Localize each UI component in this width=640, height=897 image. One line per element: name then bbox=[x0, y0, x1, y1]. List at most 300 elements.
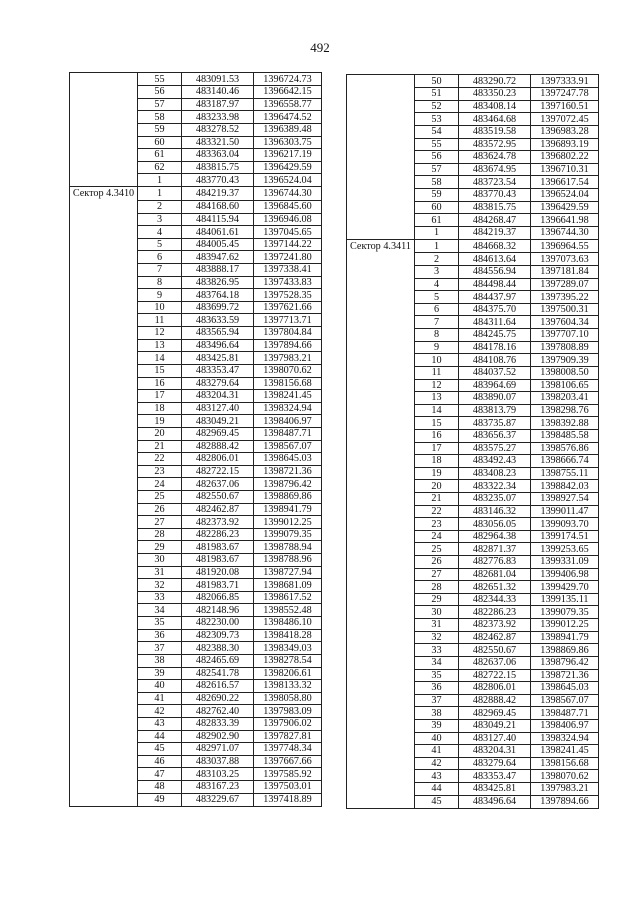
table-row bbox=[70, 415, 322, 428]
sector-cell bbox=[70, 667, 138, 680]
y-coordinate-cell: 1396524.04 bbox=[531, 188, 599, 201]
point-number-cell: 3 bbox=[138, 213, 182, 226]
x-coordinate-cell: 483815.75 bbox=[459, 201, 531, 214]
y-coordinate-cell: 1396389.48 bbox=[254, 123, 322, 136]
point-number-cell: 16 bbox=[138, 377, 182, 390]
y-coordinate-cell: 1397604.34 bbox=[531, 316, 599, 329]
point-number-cell: 59 bbox=[138, 123, 182, 136]
table-row bbox=[347, 151, 599, 164]
x-coordinate-cell: 484168.60 bbox=[182, 200, 254, 213]
x-coordinate-cell: 483279.64 bbox=[459, 757, 531, 770]
sector-cell bbox=[347, 379, 415, 392]
x-coordinate-cell: 483127.40 bbox=[459, 732, 531, 745]
table-row bbox=[347, 518, 599, 531]
point-number-cell: 10 bbox=[138, 301, 182, 314]
x-coordinate-cell: 481920.08 bbox=[182, 566, 254, 579]
point-number-cell: 1 bbox=[138, 174, 182, 187]
y-coordinate-cell: 1397707.10 bbox=[531, 329, 599, 342]
y-coordinate-cell: 1398070.62 bbox=[531, 770, 599, 783]
y-coordinate-cell: 1398645.03 bbox=[531, 682, 599, 695]
y-coordinate-cell: 1397621.66 bbox=[254, 301, 322, 314]
y-coordinate-cell: 1399135.11 bbox=[531, 593, 599, 606]
sector-cell bbox=[70, 478, 138, 491]
x-coordinate-cell: 483496.64 bbox=[182, 339, 254, 352]
y-coordinate-cell: 1398576.86 bbox=[531, 442, 599, 455]
x-coordinate-cell: 483353.47 bbox=[459, 770, 531, 783]
y-coordinate-cell: 1396724.73 bbox=[254, 73, 322, 86]
x-coordinate-cell: 483656.37 bbox=[459, 429, 531, 442]
point-number-cell: 30 bbox=[415, 606, 459, 619]
y-coordinate-cell: 1397289.07 bbox=[531, 278, 599, 291]
y-coordinate-cell: 1398298.76 bbox=[531, 404, 599, 417]
x-coordinate-cell: 482833.39 bbox=[182, 717, 254, 730]
point-number-cell: 35 bbox=[138, 617, 182, 630]
point-number-cell: 46 bbox=[138, 755, 182, 768]
table-row bbox=[347, 239, 599, 253]
point-number-cell: 58 bbox=[138, 111, 182, 124]
sector-cell bbox=[347, 694, 415, 707]
table-row bbox=[347, 125, 599, 138]
x-coordinate-cell: 482286.23 bbox=[459, 606, 531, 619]
table-row bbox=[347, 619, 599, 632]
x-coordinate-cell: 482550.67 bbox=[459, 644, 531, 657]
y-coordinate-cell: 1397503.01 bbox=[254, 781, 322, 794]
x-coordinate-cell: 483674.95 bbox=[459, 163, 531, 176]
x-coordinate-cell: 483890.07 bbox=[459, 392, 531, 405]
point-number-cell: 38 bbox=[415, 707, 459, 720]
point-number-cell: 31 bbox=[415, 619, 459, 632]
y-coordinate-cell: 1396641.98 bbox=[531, 214, 599, 227]
table-row bbox=[70, 579, 322, 592]
y-coordinate-cell: 1397894.66 bbox=[254, 339, 322, 352]
sector-cell bbox=[347, 100, 415, 113]
table-row bbox=[347, 291, 599, 304]
table-row bbox=[347, 783, 599, 796]
y-coordinate-cell: 1398567.07 bbox=[254, 440, 322, 453]
x-coordinate-cell: 482651.32 bbox=[459, 581, 531, 594]
y-coordinate-cell: 1396642.15 bbox=[254, 86, 322, 99]
sector-cell bbox=[347, 581, 415, 594]
table-row bbox=[347, 581, 599, 594]
point-number-cell: 41 bbox=[138, 692, 182, 705]
y-coordinate-cell: 1396429.59 bbox=[531, 201, 599, 214]
sector-cell bbox=[347, 732, 415, 745]
sector-cell bbox=[70, 238, 138, 251]
y-coordinate-cell: 1398721.36 bbox=[531, 669, 599, 682]
y-coordinate-cell: 1397045.65 bbox=[254, 226, 322, 239]
point-number-cell: 23 bbox=[415, 518, 459, 531]
sector-cell bbox=[70, 352, 138, 365]
y-coordinate-cell: 1396217.19 bbox=[254, 149, 322, 162]
table-row bbox=[347, 606, 599, 619]
sector-cell bbox=[347, 278, 415, 291]
x-coordinate-cell: 482148.96 bbox=[182, 604, 254, 617]
x-coordinate-cell: 483235.07 bbox=[459, 493, 531, 506]
table-row bbox=[347, 455, 599, 468]
y-coordinate-cell: 1397713.71 bbox=[254, 314, 322, 327]
point-number-cell: 37 bbox=[138, 642, 182, 655]
table-row bbox=[347, 493, 599, 506]
sector-cell bbox=[347, 669, 415, 682]
sector-cell bbox=[70, 377, 138, 390]
table-row bbox=[70, 238, 322, 251]
table-row bbox=[70, 226, 322, 239]
sector-cell bbox=[347, 770, 415, 783]
y-coordinate-cell: 1398796.42 bbox=[254, 478, 322, 491]
coordinates-table-right bbox=[346, 74, 599, 809]
point-number-cell: 27 bbox=[415, 568, 459, 581]
x-coordinate-cell: 483091.53 bbox=[182, 73, 254, 86]
sector-cell bbox=[347, 366, 415, 379]
sector-cell bbox=[70, 339, 138, 352]
y-coordinate-cell: 1399011.47 bbox=[531, 505, 599, 518]
x-coordinate-cell: 483140.46 bbox=[182, 86, 254, 99]
x-coordinate-cell: 483363.04 bbox=[182, 149, 254, 162]
point-number-cell: 20 bbox=[415, 480, 459, 493]
x-coordinate-cell: 484219.37 bbox=[182, 187, 254, 201]
point-number-cell: 9 bbox=[138, 289, 182, 302]
y-coordinate-cell: 1397247.78 bbox=[531, 88, 599, 101]
sector-cell bbox=[70, 440, 138, 453]
sector-cell bbox=[70, 755, 138, 768]
point-number-cell: 26 bbox=[415, 556, 459, 569]
y-coordinate-cell: 1399093.70 bbox=[531, 518, 599, 531]
point-number-cell: 15 bbox=[138, 364, 182, 377]
sector-cell bbox=[70, 86, 138, 99]
point-number-cell: 40 bbox=[138, 680, 182, 693]
x-coordinate-cell: 483464.68 bbox=[459, 113, 531, 126]
point-number-cell: 44 bbox=[415, 783, 459, 796]
sector-cell bbox=[347, 176, 415, 189]
table-row bbox=[70, 213, 322, 226]
y-coordinate-cell: 1398058.80 bbox=[254, 692, 322, 705]
sector-cell bbox=[70, 200, 138, 213]
y-coordinate-cell: 1398567.07 bbox=[531, 694, 599, 707]
point-number-cell: 59 bbox=[415, 188, 459, 201]
table-row bbox=[347, 467, 599, 480]
sector-cell bbox=[347, 442, 415, 455]
x-coordinate-cell: 484037.52 bbox=[459, 366, 531, 379]
x-coordinate-cell: 482541.78 bbox=[182, 667, 254, 680]
point-number-cell: 57 bbox=[415, 163, 459, 176]
y-coordinate-cell: 1398869.86 bbox=[254, 491, 322, 504]
x-coordinate-cell: 483290.72 bbox=[459, 75, 531, 88]
sector-cell bbox=[70, 415, 138, 428]
y-coordinate-cell: 1398645.03 bbox=[254, 453, 322, 466]
table-row bbox=[70, 680, 322, 693]
table-row bbox=[70, 73, 322, 86]
y-coordinate-cell: 1399253.65 bbox=[531, 543, 599, 556]
sector-cell bbox=[70, 591, 138, 604]
y-coordinate-cell: 1396946.08 bbox=[254, 213, 322, 226]
sector-cell bbox=[70, 541, 138, 554]
x-coordinate-cell: 484613.64 bbox=[459, 253, 531, 266]
y-coordinate-cell: 1396429.59 bbox=[254, 161, 322, 174]
point-number-cell: 1 bbox=[415, 239, 459, 253]
table-row bbox=[347, 404, 599, 417]
y-coordinate-cell: 1396845.60 bbox=[254, 200, 322, 213]
x-coordinate-cell: 483723.54 bbox=[459, 176, 531, 189]
table-row bbox=[347, 745, 599, 758]
point-number-cell: 55 bbox=[138, 73, 182, 86]
y-coordinate-cell: 1398392.88 bbox=[531, 417, 599, 430]
sector-cell bbox=[347, 214, 415, 227]
sector-cell bbox=[347, 266, 415, 279]
table-row bbox=[70, 427, 322, 440]
table-row bbox=[70, 642, 322, 655]
sector-cell bbox=[70, 213, 138, 226]
y-coordinate-cell: 1398324.94 bbox=[531, 732, 599, 745]
x-coordinate-cell: 483565.94 bbox=[182, 327, 254, 340]
table-row bbox=[347, 100, 599, 113]
y-coordinate-cell: 1399406.98 bbox=[531, 568, 599, 581]
sector-cell bbox=[70, 276, 138, 289]
x-coordinate-cell: 484061.61 bbox=[182, 226, 254, 239]
table-row bbox=[347, 593, 599, 606]
y-coordinate-cell: 1397072.45 bbox=[531, 113, 599, 126]
table-row bbox=[347, 429, 599, 442]
sector-cell bbox=[347, 341, 415, 354]
sector-cell bbox=[70, 427, 138, 440]
sector-cell bbox=[347, 795, 415, 808]
sector-label: Сектор 4.3411 bbox=[347, 239, 415, 253]
table-row bbox=[70, 402, 322, 415]
sector-cell bbox=[347, 467, 415, 480]
y-coordinate-cell: 1397500.31 bbox=[531, 303, 599, 316]
table-row bbox=[347, 354, 599, 367]
y-coordinate-cell: 1398418.28 bbox=[254, 629, 322, 642]
point-number-cell: 33 bbox=[415, 644, 459, 657]
y-coordinate-cell: 1396617.54 bbox=[531, 176, 599, 189]
y-coordinate-cell: 1398487.71 bbox=[254, 427, 322, 440]
x-coordinate-cell: 484178.16 bbox=[459, 341, 531, 354]
x-coordinate-cell: 482462.87 bbox=[459, 631, 531, 644]
x-coordinate-cell: 484005.45 bbox=[182, 238, 254, 251]
point-number-cell: 42 bbox=[415, 757, 459, 770]
table-row bbox=[70, 617, 322, 630]
x-coordinate-cell: 483049.21 bbox=[182, 415, 254, 428]
x-coordinate-cell: 483496.64 bbox=[459, 795, 531, 808]
y-coordinate-cell: 1398133.32 bbox=[254, 680, 322, 693]
sector-cell bbox=[347, 568, 415, 581]
point-number-cell: 48 bbox=[138, 781, 182, 794]
table-row bbox=[347, 379, 599, 392]
y-coordinate-cell: 1397395.22 bbox=[531, 291, 599, 304]
sector-cell bbox=[347, 188, 415, 201]
sector-cell bbox=[70, 453, 138, 466]
point-number-cell: 53 bbox=[415, 113, 459, 126]
point-number-cell: 55 bbox=[415, 138, 459, 151]
table-row bbox=[70, 98, 322, 111]
point-number-cell: 23 bbox=[138, 465, 182, 478]
x-coordinate-cell: 482888.42 bbox=[459, 694, 531, 707]
x-coordinate-cell: 482637.06 bbox=[459, 656, 531, 669]
y-coordinate-cell: 1397983.21 bbox=[254, 352, 322, 365]
point-number-cell: 14 bbox=[138, 352, 182, 365]
x-coordinate-cell: 484498.44 bbox=[459, 278, 531, 291]
x-coordinate-cell: 483492.43 bbox=[459, 455, 531, 468]
point-number-cell: 25 bbox=[138, 491, 182, 504]
sector-cell bbox=[70, 781, 138, 794]
sector-cell bbox=[347, 543, 415, 556]
table-row bbox=[70, 327, 322, 340]
table-row bbox=[70, 264, 322, 277]
point-number-cell: 40 bbox=[415, 732, 459, 745]
sector-cell bbox=[70, 123, 138, 136]
table-row bbox=[347, 329, 599, 342]
table-row bbox=[70, 755, 322, 768]
y-coordinate-cell: 1398241.45 bbox=[254, 390, 322, 403]
point-number-cell: 29 bbox=[415, 593, 459, 606]
table-row bbox=[347, 530, 599, 543]
point-number-cell: 52 bbox=[415, 100, 459, 113]
sector-cell bbox=[70, 73, 138, 86]
point-number-cell: 13 bbox=[415, 392, 459, 405]
table-row bbox=[70, 604, 322, 617]
y-coordinate-cell: 1399079.35 bbox=[254, 528, 322, 541]
point-number-cell: 56 bbox=[138, 86, 182, 99]
y-coordinate-cell: 1397906.02 bbox=[254, 717, 322, 730]
table-row bbox=[347, 694, 599, 707]
y-coordinate-cell: 1399012.25 bbox=[531, 619, 599, 632]
table-row bbox=[70, 440, 322, 453]
table-row bbox=[347, 795, 599, 808]
point-number-cell: 22 bbox=[138, 453, 182, 466]
x-coordinate-cell: 481983.71 bbox=[182, 579, 254, 592]
table-row bbox=[347, 480, 599, 493]
y-coordinate-cell: 1398349.03 bbox=[254, 642, 322, 655]
x-coordinate-cell: 484668.32 bbox=[459, 239, 531, 253]
y-coordinate-cell: 1398941.79 bbox=[254, 503, 322, 516]
x-coordinate-cell: 483229.67 bbox=[182, 793, 254, 806]
y-coordinate-cell: 1396802.22 bbox=[531, 151, 599, 164]
table-row bbox=[70, 781, 322, 794]
sector-cell bbox=[347, 392, 415, 405]
y-coordinate-cell: 1397894.66 bbox=[531, 795, 599, 808]
sector-cell bbox=[70, 390, 138, 403]
y-coordinate-cell: 1398324.94 bbox=[254, 402, 322, 415]
table-row bbox=[70, 453, 322, 466]
point-number-cell: 11 bbox=[415, 366, 459, 379]
y-coordinate-cell: 1398927.54 bbox=[531, 493, 599, 506]
x-coordinate-cell: 481983.67 bbox=[182, 554, 254, 567]
x-coordinate-cell: 483146.32 bbox=[459, 505, 531, 518]
table-row bbox=[347, 214, 599, 227]
y-coordinate-cell: 1398206.61 bbox=[254, 667, 322, 680]
x-coordinate-cell: 483624.78 bbox=[459, 151, 531, 164]
sector-cell bbox=[70, 743, 138, 756]
point-number-cell: 18 bbox=[138, 402, 182, 415]
y-coordinate-cell: 1397748.34 bbox=[254, 743, 322, 756]
table-row bbox=[70, 705, 322, 718]
table-row bbox=[70, 629, 322, 642]
y-coordinate-cell: 1398617.52 bbox=[254, 591, 322, 604]
table-row bbox=[347, 188, 599, 201]
point-number-cell: 32 bbox=[415, 631, 459, 644]
x-coordinate-cell: 483770.43 bbox=[182, 174, 254, 187]
point-number-cell: 56 bbox=[415, 151, 459, 164]
sector-cell bbox=[70, 793, 138, 806]
point-number-cell: 50 bbox=[415, 75, 459, 88]
x-coordinate-cell: 484245.75 bbox=[459, 329, 531, 342]
x-coordinate-cell: 482888.42 bbox=[182, 440, 254, 453]
table-row bbox=[347, 442, 599, 455]
point-number-cell: 57 bbox=[138, 98, 182, 111]
point-number-cell: 39 bbox=[415, 719, 459, 732]
y-coordinate-cell: 1399429.70 bbox=[531, 581, 599, 594]
table-row bbox=[347, 568, 599, 581]
x-coordinate-cell: 483826.95 bbox=[182, 276, 254, 289]
x-coordinate-cell: 483278.52 bbox=[182, 123, 254, 136]
table-row bbox=[347, 656, 599, 669]
x-coordinate-cell: 483322.34 bbox=[459, 480, 531, 493]
table-row bbox=[70, 289, 322, 302]
x-coordinate-cell: 484437.97 bbox=[459, 291, 531, 304]
point-number-cell: 19 bbox=[415, 467, 459, 480]
y-coordinate-cell: 1398203.41 bbox=[531, 392, 599, 405]
sector-cell bbox=[347, 226, 415, 239]
point-number-cell: 12 bbox=[138, 327, 182, 340]
point-number-cell: 19 bbox=[138, 415, 182, 428]
y-coordinate-cell: 1396893.19 bbox=[531, 138, 599, 151]
table-row bbox=[347, 88, 599, 101]
table-row bbox=[347, 253, 599, 266]
point-number-cell: 61 bbox=[138, 149, 182, 162]
x-coordinate-cell: 483127.40 bbox=[182, 402, 254, 415]
y-coordinate-cell: 1396744.30 bbox=[254, 187, 322, 201]
x-coordinate-cell: 483204.31 bbox=[182, 390, 254, 403]
point-number-cell: 18 bbox=[415, 455, 459, 468]
y-coordinate-cell: 1398666.74 bbox=[531, 455, 599, 468]
y-coordinate-cell: 1398788.94 bbox=[254, 541, 322, 554]
point-number-cell: 29 bbox=[138, 541, 182, 554]
x-coordinate-cell: 483408.14 bbox=[459, 100, 531, 113]
x-coordinate-cell: 482286.23 bbox=[182, 528, 254, 541]
point-number-cell: 30 bbox=[138, 554, 182, 567]
point-number-cell: 27 bbox=[138, 516, 182, 529]
table-row bbox=[70, 730, 322, 743]
table-row bbox=[70, 503, 322, 516]
sector-cell bbox=[347, 757, 415, 770]
y-coordinate-cell: 1398406.97 bbox=[531, 719, 599, 732]
table-row bbox=[347, 543, 599, 556]
point-number-cell: 13 bbox=[138, 339, 182, 352]
sector-cell bbox=[70, 705, 138, 718]
sector-cell bbox=[70, 136, 138, 149]
sector-cell bbox=[70, 149, 138, 162]
table-row bbox=[347, 392, 599, 405]
x-coordinate-cell: 482344.33 bbox=[459, 593, 531, 606]
sector-cell bbox=[70, 226, 138, 239]
table-row bbox=[70, 377, 322, 390]
table-row bbox=[70, 717, 322, 730]
sector-cell bbox=[70, 503, 138, 516]
y-coordinate-cell: 1396303.75 bbox=[254, 136, 322, 149]
sector-cell bbox=[347, 125, 415, 138]
table-row bbox=[70, 251, 322, 264]
table-row bbox=[70, 86, 322, 99]
sector-cell bbox=[347, 783, 415, 796]
point-number-cell: 21 bbox=[138, 440, 182, 453]
x-coordinate-cell: 483813.79 bbox=[459, 404, 531, 417]
sector-cell bbox=[70, 264, 138, 277]
sector-cell bbox=[347, 75, 415, 88]
x-coordinate-cell: 484311.64 bbox=[459, 316, 531, 329]
table-row bbox=[70, 667, 322, 680]
point-number-cell: 1 bbox=[415, 226, 459, 239]
sector-cell bbox=[347, 644, 415, 657]
sector-cell bbox=[70, 516, 138, 529]
